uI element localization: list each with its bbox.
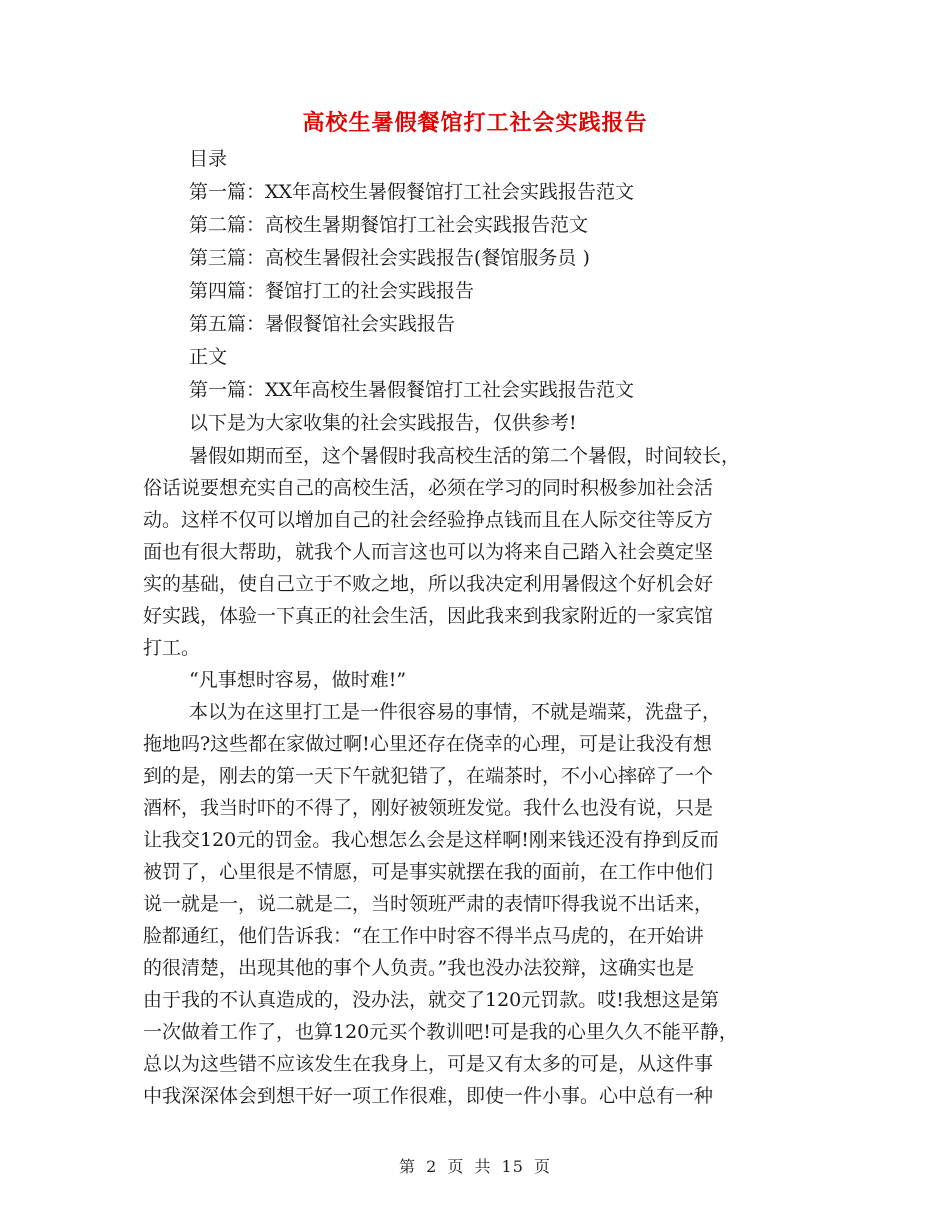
toc-item: 第一篇：XX年高校生暑假餐馆打工社会实践报告范文 [189, 181, 635, 203]
paragraph-line: 说一就是一，说二就是二，当时领班严肃的表情吓得我说不出话来， [143, 893, 714, 915]
paragraph-line: 暑假如期而至，这个暑假时我高校生活的第二个暑假，时间较长， [189, 445, 741, 467]
paragraph-line: 让我交120元的罚金。我心想怎么会是这样啊!刚来钱还没有挣到反而 [143, 829, 719, 851]
quote-line: “凡事想时容易，做时难!” [189, 669, 407, 691]
paragraph-line: 的很清楚，出现其他的事个人负责。”我也没办法狡辩，这确实也是 [143, 957, 695, 979]
paragraph-line: 一次做着工作了，也算120元买个教训吧!可是我的心里久久不能平静， [143, 1021, 738, 1043]
paragraph-line: 好实践，体验一下真正的社会生活，因此我来到我家附近的一家宾馆 [143, 605, 714, 627]
paragraph-line: 面也有很大帮助，就我个人而言这也可以为将来自己踏入社会奠定坚 [143, 541, 714, 563]
section-heading: 第一篇：XX年高校生暑假餐馆打工社会实践报告范文 [189, 379, 635, 401]
paragraph-line: 实的基础，使自己立于不败之地，所以我决定利用暑假这个好机会好 [143, 573, 714, 595]
document-title: 高校生暑假餐馆打工社会实践报告 [302, 110, 648, 136]
paragraph-line: 俗话说要想充实自己的高校生活，必须在学习的同时积极参加社会活 [143, 477, 714, 499]
toc-item: 第五篇：暑假餐馆社会实践报告 [189, 313, 456, 335]
paragraph-line: 总以为这些错不应该发生在我身上，可是又有太多的可是，从这件事 [143, 1053, 714, 1075]
toc-item: 第三篇：高校生暑假社会实践报告(餐馆服务员 ) [189, 247, 590, 269]
toc-heading: 目录 [189, 148, 228, 170]
paragraph-line: 本以为在这里打工是一件很容易的事情，不就是端菜，洗盘子， [189, 701, 722, 723]
paragraph-line: 动。这样不仅可以增加自己的社会经验挣点钱而且在人际交往等反方 [143, 509, 714, 531]
paragraph-line: 到的是，刚去的第一天下午就犯错了，在端茶时，不小心摔碎了一个 [143, 765, 714, 787]
intro-text: 以下是为大家收集的社会实践报告，仅供参考! [189, 412, 577, 434]
paragraph-line: 打工。 [143, 637, 201, 659]
paragraph-line: 酒杯，我当时吓的不得了，刚好被领班发觉。我什么也没有说，只是 [143, 797, 714, 819]
paragraph-line: 由于我的不认真造成的，没办法，就交了120元罚款。哎!我想这是第 [143, 989, 719, 1011]
paragraph-line: 脸都通红，他们告诉我：“在工作中时容不得半点马虎的，在开始讲 [143, 925, 704, 947]
paragraph-line: 拖地吗?这些都在家做过啊!心里还存在侥幸的心理，可是让我没有想 [143, 733, 712, 755]
paragraph-line: 中我深深体会到想干好一项工作很难，即使一件小事。心中总有一种 [143, 1085, 714, 1107]
paragraph-line: 被罚了，心里很是不情愿，可是事实就摆在我的面前，在工作中他们 [143, 861, 714, 883]
body-heading: 正文 [189, 346, 228, 368]
toc-item: 第二篇：高校生暑期餐馆打工社会实践报告范文 [189, 214, 589, 236]
toc-item: 第四篇：餐馆打工的社会实践报告 [189, 280, 475, 302]
page-footer: 第 2 页 共 15 页 [399, 1157, 551, 1176]
